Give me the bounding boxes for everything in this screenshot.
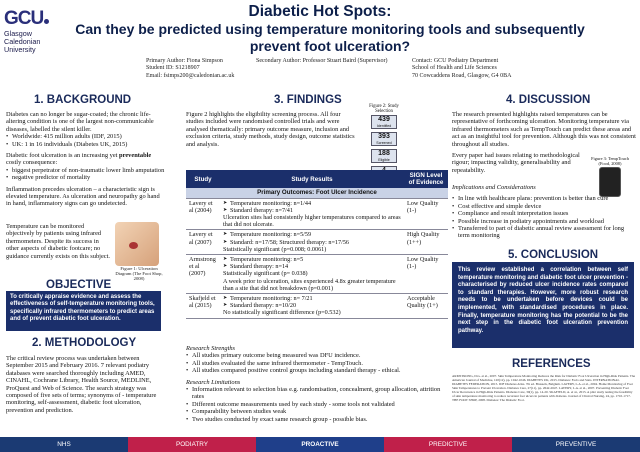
discussion-heading: 4. DISCUSSION bbox=[506, 94, 591, 106]
footer-item: PREDICTIVE bbox=[384, 437, 512, 452]
background-text-2: Temperature can be monitored objectively by patients using infrared thermometers. Despite its success in other aspects of diabetic footcare; no guidance currently exists on this subject. bbox=[6, 223, 111, 260]
list-item: • Two studies conducted by exact same research group - possible bias. bbox=[186, 416, 448, 423]
list-item: • Information relevant to selection bias e.g. randomisation, concealment, group allocation, attrition rates bbox=[186, 386, 448, 401]
methodology-heading: 2. METHODOLOGY bbox=[32, 337, 137, 349]
list-item: • All studies primary outcome being measured was DFU incidence. bbox=[186, 352, 448, 359]
discussion-text: The research presented highlights raised temperatures can be representative of forthcoming ulceration. Monitoring temperature via infrared thermometers such as TempTouch can predict these areas and act as an insightful tool for prevention. Although this was not consistent throughout all studies. bbox=[452, 111, 636, 148]
table-header: SIGN Level of Evidence bbox=[404, 170, 448, 188]
study-cell: Armstrong et al (2007) bbox=[186, 255, 220, 294]
footer-item: PODIATRY bbox=[128, 437, 256, 452]
results-cell: ➤ Temperature monitoring: n=1/44 ➤ Standard therapy: n=7/41 Ulceration sites had consistently higher temperatures compared to areas that did not ulcerate. bbox=[220, 198, 404, 230]
table-row bbox=[186, 255, 448, 294]
flow-step: 393 Screened bbox=[371, 132, 397, 146]
conclusion-box: This review established a correlation between self temperature monitoring and diabetic foot ulcer prevention - characterised by reduced ulcer incidence rates compared to standard therapies. However, more robust research needs to be undertaken before devices could be implemented, with standardised procedures in place. Finally, temperature monitoring has the potential to be the next step in the diabetic foot ulceration prevention pathway. bbox=[452, 262, 634, 348]
conclusion-heading: 5. CONCLUSION bbox=[508, 249, 599, 261]
research-strengths: Research Strengths • All studies primary outcome being measured was DFU incidence. • All studies evaluated the same infrared thermometer - TempTouch. • All studies compared positive control groups including standard therapy - ethical. Research Limitations • Information relevant to selection bias e.g. randomisation, concealment, group allocation, attrition rates • Different outcome measurements used by each study - some tools not validated • Comparability between studies weak • Two studies conducted by exact same research group - possible bias. bbox=[186, 345, 448, 423]
list-item: • Comparability between studies weak bbox=[186, 408, 448, 415]
figure-1-caption: Figure 1: Ulceration Diagram (The Foot Shop, 2008) bbox=[115, 266, 163, 281]
list-item: • All studies evaluated the same infrared thermometer - TempTouch. bbox=[186, 360, 448, 367]
study-selection-flowchart: Figure 2: Study Selection 439 Identified 393 Screened 188 Eligible bbox=[360, 104, 408, 183]
list-item: • Possible increase in podiatry appointments and workload bbox=[452, 218, 636, 225]
list-item: • Transferred to part of diabetic annual review assessment for long term monitoring bbox=[452, 225, 636, 240]
gcu-logo: GCU Glasgow Caledonian University bbox=[4, 8, 64, 52]
methodology-text: The critical review process was undertaken between September 2015 and February 2016. 7 relevant podiatry databases were searched thoroughly including AMED, CINAHL, Cochrane Library, Health Source, MEDLINE, ProQuest and Web of Science. The search strategy was composed of five sets of terms; synonyms of - temperature monitoring, self-assessment, diabetic foot ulceration, prevention and prediction. bbox=[6, 355, 157, 414]
background-heading: 1. BACKGROUND bbox=[34, 94, 132, 106]
level-cell: Low Quality (1-) bbox=[404, 255, 448, 294]
list-item: • Cost effective and simple device bbox=[452, 203, 636, 210]
results-cell: ➤ Temperature monitoring: n=5 ➤ Standard therapy: n=14 Statistically significant (p= 0.038) A week prior to ulceration, sites experienced 4.8x greater temperature than a site that did not breakdown (p=0.001) bbox=[220, 255, 404, 294]
ulceration-diagram-image bbox=[115, 222, 159, 266]
level-cell: Acceptable Quality (1+) bbox=[404, 294, 448, 319]
flow-step: 439 Identified bbox=[371, 115, 397, 129]
objective-heading: OBJECTIVE bbox=[46, 279, 112, 291]
findings-intro: Figure 2 highlights the eligibility screening process. All four studies included were randomised controlled trials and were analysed thematically: primary outcome measure, inclusion and exclusion criteria, study methods, study design, outcome statistics and analysis. bbox=[186, 111, 355, 148]
secondary-author: Secondary Author: Professor Stuart Baird (Supervisor) bbox=[256, 58, 388, 64]
footer-item: PROACTIVE bbox=[256, 437, 384, 452]
references-text: ARMSTRONG, D.G. et al., 2007. Skin Temperature Monitoring Reduces the Risk for Diabetic Foot Ulceration in High-Risk Patients. The American Journal of Medicine, 120(12), pp. 1042-1046. DIABETES UK, 2015. Diabetes: Facts and Stats. INTERNATIONAL DIABETES FEDERATION, 2015. IDF Diabetes Atlas. 7th ed. Brussels, Belgium. LAVERY, L.A. et al., 2004. Home Monitoring of Foot Skin Temperatures to Prevent Ulceration. Diabetes Care, 27(11), pp. 2642-2647. LAVERY, L.A. et al., 2007. Preventing Diabetic Foot Ulcer Recurrence in High-Risk Patients. Diabetes Care, 30(1), pp. 14-20. SKAFJELD, A. et al., 2015. A pilot study testing the feasibility of skin temperature monitoring to reduce recurrent foot ulcers in patients with diabetes. Journal of Clinical Nursing, 24, pp. 1710-1717. THE FOOT SHOP, 2008. Diabetes: The Diabetic Foot. bbox=[452, 374, 636, 402]
list-item: • In line with healthcare plans: prevention is better than cure bbox=[452, 195, 636, 202]
results-cell: ➤ Temperature monitoring: n= 7/21 ➤ Standard therapy: n=10/20 No statistically significant difference (p=0.532) bbox=[220, 294, 404, 319]
table-header: Study bbox=[186, 170, 220, 188]
results-cell: ➤ Temperature monitoring: n=5/59 ➤ Standard: n=17/58; Structured therapy: n=17/56 Statistically significant (p=0.008; 0.0061) bbox=[220, 230, 404, 255]
list-item: • Different outcome measurements used by each study - some tools not validated bbox=[186, 401, 448, 408]
table-row bbox=[186, 294, 448, 319]
table-subheader: Primary Outcomes: Foot Ulcer Incidence bbox=[186, 188, 448, 198]
contact-info: Contact: GCU Podiatry Department School of Health and Life Sciences 70 Cowcaddens Road, Glasgow, G4 0BA bbox=[412, 58, 512, 79]
poster-header bbox=[0, 0, 640, 86]
footer-item: NHS bbox=[0, 437, 128, 452]
flow-step: 188 Eligible bbox=[371, 149, 397, 163]
poster-title: Diabetic Hot Spots: bbox=[248, 3, 392, 20]
study-cell: Lavery et al (2007) bbox=[186, 230, 220, 255]
list-item: • Compliance and result interpretation issues bbox=[452, 210, 636, 217]
table-header: Study Results bbox=[220, 170, 404, 188]
implications: Implications and Considerations • In line with healthcare plans: prevention is better than cure • Cost effective and simple device • Compliance and result interpretation issues • Possible increase in podiatry appointments and workload • Transferred to part of diabetic annual review assessment for long term monitoring bbox=[452, 184, 636, 240]
poster-subtitle: Can they be predicted using temperature monitoring tools and subsequently prevent foot ulceration? bbox=[75, 21, 585, 54]
footer-item: PREVENTIVE bbox=[512, 437, 640, 452]
study-cell: Lavery et al (2004) bbox=[186, 198, 220, 230]
temptouch-figure: Figure 3: TempTouch (Food, 2008) bbox=[590, 156, 630, 208]
references-heading: REFERENCES bbox=[512, 358, 591, 370]
table-row bbox=[186, 230, 448, 255]
discussion-text-2: Every paper had issues relating to methodological rigour; impacting validity, generalisability and repeatability. bbox=[452, 152, 580, 174]
table-row bbox=[186, 198, 448, 230]
level-cell: Low Quality (1-) bbox=[404, 198, 448, 230]
results-table bbox=[186, 170, 448, 319]
objective-box: To critically appraise evidence and assess the effectiveness of self-temperature monitoring tools, specifically infrared thermometers to predict areas and of prevent diabetic foot ulceration. bbox=[6, 291, 161, 331]
level-cell: High Quality (1++) bbox=[404, 230, 448, 255]
study-cell: Skafjeld et al (2015) bbox=[186, 294, 220, 319]
primary-author: Primary Author: Fiona Simpson Student ID: S1218907 Email: fsimps200@caledonian.ac.uk bbox=[146, 58, 235, 79]
findings-heading: 3. FINDINGS bbox=[274, 94, 342, 106]
background-text: Diabetes can no longer be sugar-coated; the chronic life-altering condition is one of the largest non-communicable diseases, labelled the silent killer. • Worldwide: 415 million adults (IDF, 2015) • UK: 1 in 16 individuals (Diabetes UK, 2015) Diabetic foot ulceration is an increasing yet preventable costly consequence: • biggest perpetrator of non-traumatic lower limb amputation • negative predictor of mortality Inflammation precedes ulceration – a characteristic sign is elevated temperature. As ulceration and neuropathy go hand in hand, inflammatory signs can go undetected. bbox=[6, 111, 166, 208]
list-item: • All studies compared positive control groups including standard therapy - ethical. bbox=[186, 367, 448, 374]
footer-bar bbox=[0, 437, 640, 452]
